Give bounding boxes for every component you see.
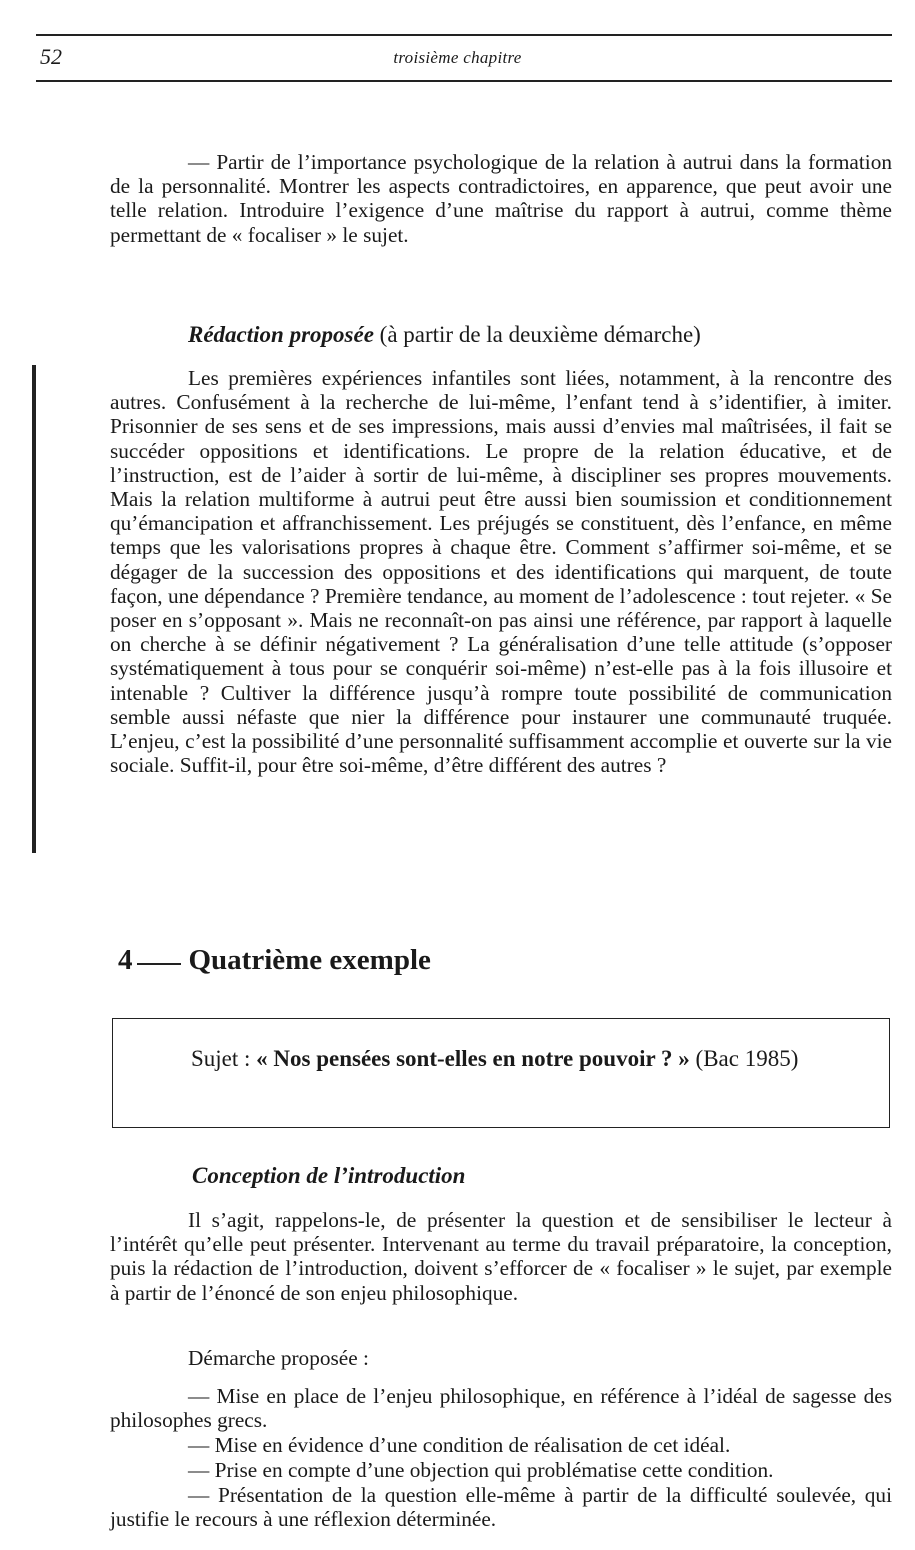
subject-box [112, 1018, 890, 1128]
section-title: Quatrième exemple [188, 944, 431, 976]
redaction-text: Les premières expériences infantiles sont liées, notamment, à la rencontre des autres. Confusément à la recherche de lui-même, l’enfant tend à s’identifier, à imiter. Prisonnier de ses sens et de ses impressions, mais aussi d’envies mal maîtrisées, il fait se succéder oppositions et identifications. Le propre de la relation éducative, et de l’instruction, est de l’aider à sortir de lui-même, à discipliner ses propres mouvements. Mais la relation multiforme à autrui peut être aussi bien soumission et conditionnement qu’émancipation et affranchissement. Les préjugés se constituent, dès l’enfance, en même temps que les valorisations propres à chaque être. Comment s’affirmer soi-même, et se dégager de la succession des oppositions et des identifications qui marquent, de toute façon, une dépendance ? Première tendance, au moment de l’adolescence : tout rejeter. « Se poser en s’opposant ». Mais ne reconnaît-on pas ainsi une référence, par rapport à laquelle on cherche à se définir négativement ? La généralisation d’une telle attitude (s’opposer systématiquement à tous pour se conquérir soi-même) n’est-elle pas à la fois illusoire et intenable ? Cultiver la différence jusqu’à rompre toute possibilité de communication semble aussi néfaste que nier la différence pour instaurer une communauté truquée. L’enjeu, c’est la possibilité d’une personnalité suffisamment accomplie et ouverte sur la vie sociale. Suffit-il, pour être soi-même, d’être différent des autres ? [110, 366, 892, 778]
list-item [110, 1384, 892, 1432]
section-dash [137, 963, 181, 965]
subject-question: « Nos pensées sont-elles en notre pouvoir ? » [256, 1046, 690, 1071]
intro-item-paragraph [110, 150, 892, 247]
conception-paragraph [110, 1208, 892, 1305]
list-item [110, 1483, 892, 1531]
running-head: troisième chapitre [393, 48, 522, 67]
list-item [110, 1433, 892, 1457]
margin-bar [32, 365, 36, 853]
demarche-label: Démarche proposée : [188, 1346, 369, 1370]
redaction-title: Rédaction proposée [188, 322, 374, 347]
demarche-paragraph [110, 1346, 892, 1370]
page-number: 52 [40, 44, 62, 69]
section-number: 4 [118, 944, 133, 976]
redaction-paragraph [110, 366, 892, 777]
subject-source: (Bac 1985) [695, 1046, 799, 1071]
section-heading [118, 944, 431, 977]
step-text: — Mise en place de l’enjeu philosophique, en référence à l’idéal de sagesse des philosophes grecs. [110, 1384, 892, 1433]
conception-text: Il s’agit, rappelons-le, de présenter la question et de sensibiliser le lecteur à l’intérêt qu’elle peut présenter. Intervenant au terme du travail préparatoire, la conception, puis la rédaction de l’introduction, doivent s’efforcer de « focaliser » le sujet, par exemple à partir de l’énoncé de son enjeu philosophique. [110, 1208, 892, 1305]
step-text: — Mise en évidence d’une condition de réalisation de cet idéal. [188, 1433, 731, 1457]
list-item [110, 1458, 892, 1482]
conception-heading: Conception de l’introduction [192, 1163, 466, 1188]
header-top-rule [36, 34, 892, 36]
subject-text [191, 1045, 831, 1072]
step-text: — Prise en compte d’une objection qui problématise cette condition. [188, 1458, 774, 1482]
redaction-heading [188, 322, 701, 348]
redaction-subtitle: (à partir de la deuxième démarche) [379, 322, 701, 347]
intro-item-text: — Partir de l’importance psychologique de la relation à autrui dans la formation de la personnalité. Montrer les aspects contradictoires, en apparence, que peut avoir une telle relation. Introduire l’exigence d’une maîtrise du rapport à autrui, comme thème permettant de « focaliser » le sujet. [110, 150, 892, 247]
step-text: — Présentation de la question elle-même à partir de la difficulté soulevée, qui justifie le recours à une réflexion déterminée. [110, 1483, 892, 1532]
subject-label: Sujet : [191, 1046, 251, 1071]
header-bottom-rule [36, 80, 892, 82]
